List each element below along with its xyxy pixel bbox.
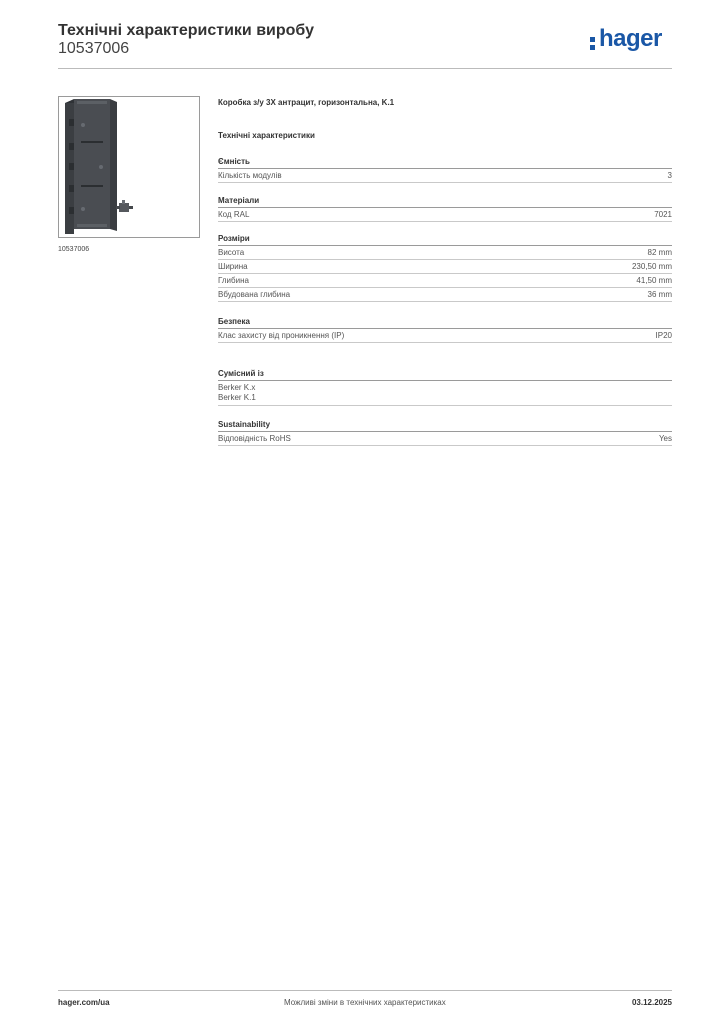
compatible-item: Berker K.1 bbox=[218, 393, 256, 402]
section-title: Розміри bbox=[218, 234, 250, 243]
section-materials bbox=[218, 195, 672, 222]
spec-value: IP20 bbox=[655, 331, 672, 340]
spec-row bbox=[218, 169, 672, 183]
section-title: Ємність bbox=[218, 157, 250, 166]
logo-text: hager bbox=[599, 25, 662, 52]
spec-label: Глибина bbox=[218, 276, 249, 285]
product-code: 10537006 bbox=[58, 40, 130, 57]
spec-value: 82 mm bbox=[647, 248, 672, 257]
section-title: Безпека bbox=[218, 317, 250, 326]
spec-row bbox=[218, 260, 672, 274]
hager-logo bbox=[588, 25, 674, 56]
spec-row bbox=[218, 432, 672, 446]
footer-notice: Можливі зміни в технічних характеристиках bbox=[284, 998, 446, 1007]
spec-label: Ширина bbox=[218, 262, 248, 271]
footer-date: 03.12.2025 bbox=[631, 998, 672, 1007]
spec-row bbox=[218, 246, 672, 260]
spec-value: 41,50 mm bbox=[636, 276, 672, 285]
section-title: Sustainability bbox=[218, 420, 271, 429]
footer-website: hager.com/ua bbox=[58, 998, 110, 1007]
spec-value: 230,50 mm bbox=[631, 262, 672, 271]
compatible-item: Berker K.x bbox=[218, 383, 256, 392]
section-divider bbox=[218, 380, 672, 381]
section-safety bbox=[218, 316, 672, 343]
section-capacity bbox=[218, 156, 672, 183]
spec-row bbox=[218, 274, 672, 288]
section-dimensions bbox=[218, 233, 672, 302]
section-compatible bbox=[218, 368, 672, 406]
section-title: Сумісний із bbox=[218, 369, 264, 378]
product-title: Коробка з/у 3X антрацит, горизонтальна, K.1 bbox=[218, 98, 395, 107]
spec-value: 3 bbox=[667, 171, 672, 180]
spec-row bbox=[218, 329, 672, 343]
spec-label: Код RAL bbox=[218, 210, 250, 219]
spec-value: 7021 bbox=[654, 210, 672, 219]
section-divider bbox=[218, 405, 672, 406]
spec-value: Yes bbox=[658, 434, 672, 443]
spec-label: Клас захисту від проникнення (IP) bbox=[218, 331, 345, 340]
header-divider bbox=[58, 68, 672, 69]
image-caption: 10537006 bbox=[58, 246, 90, 253]
product-image bbox=[58, 96, 200, 238]
spec-label: Висота bbox=[218, 248, 245, 257]
spec-row bbox=[218, 208, 672, 222]
section-sustainability bbox=[218, 419, 672, 446]
spec-value: 36 mm bbox=[647, 290, 672, 299]
logo-dot-icon bbox=[590, 45, 595, 50]
spec-label: Відповідність RoHS bbox=[218, 434, 291, 443]
spec-row bbox=[218, 288, 672, 302]
footer-divider bbox=[58, 990, 672, 991]
spec-label: Вбудована глибина bbox=[218, 290, 291, 299]
specifications-heading: Технічні характеристики bbox=[218, 131, 315, 140]
document-title: Технічні характеристики виробу bbox=[58, 22, 314, 39]
section-title: Матеріали bbox=[218, 196, 260, 205]
logo-dot-icon bbox=[590, 37, 595, 42]
spec-label: Кількість модулів bbox=[218, 171, 282, 180]
wall-box-image bbox=[59, 97, 199, 237]
